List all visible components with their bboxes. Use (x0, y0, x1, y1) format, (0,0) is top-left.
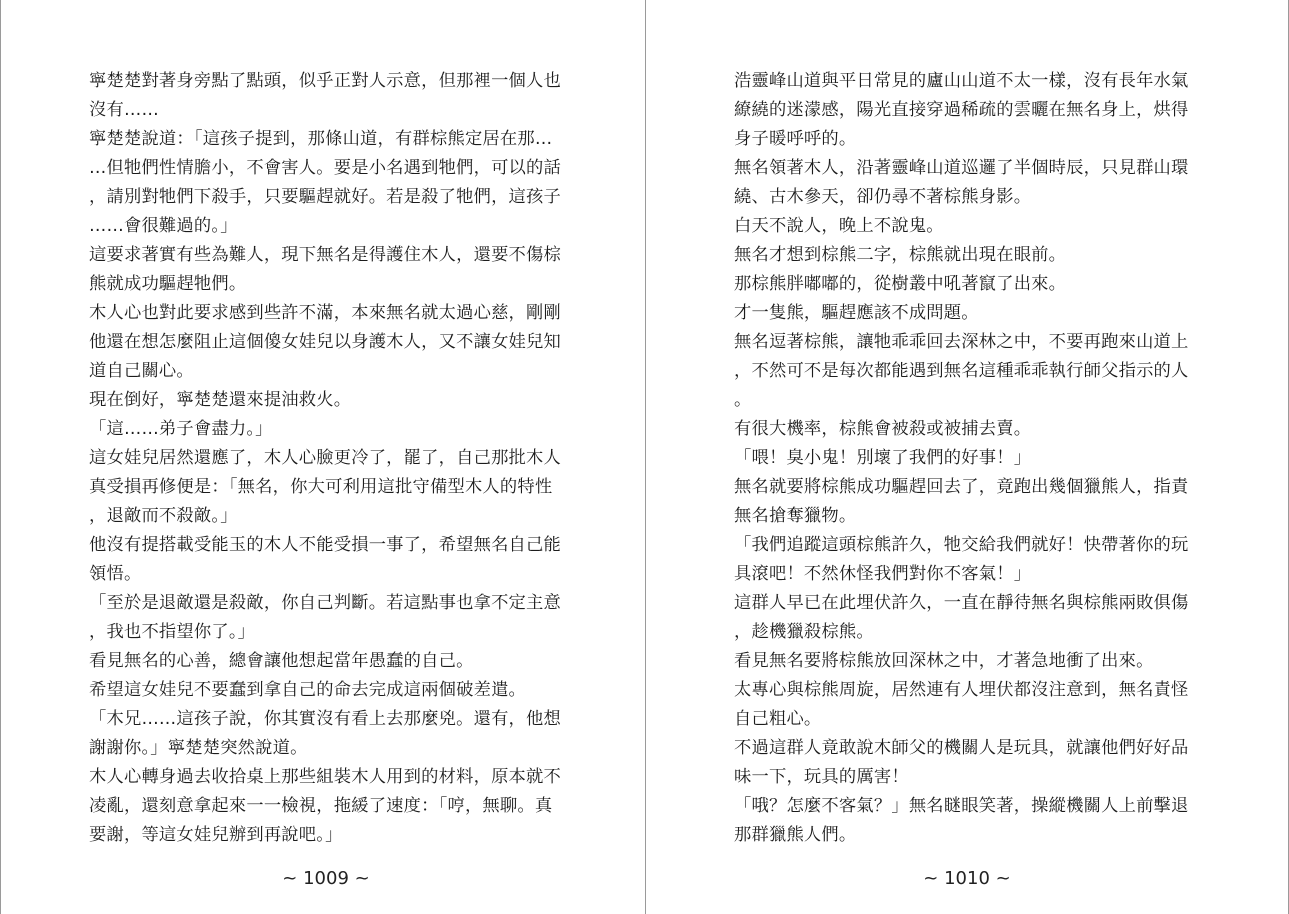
paragraph: 不過這群人竟敢說木師父的機關人是玩具，就讓他們好好品味一下，玩具的厲害！ (734, 738, 1189, 787)
paragraph: 看見無名要將棕熊放回深林之中，才著急地衝了出來。 (734, 651, 1154, 671)
paragraph: 太專心與棕熊周旋，居然連有人埋伏都沒注意到，無名責怪自己粗心。 (734, 680, 1189, 729)
paragraph: 浩靈峰山道與平日常見的廬山山道不太一樣，沒有長年水氣繚繞的迷濛感，陽光直接穿過稀疏的雲曬在無名身上，烘得身子暖呼呼的。 (734, 71, 1189, 149)
page-number: ~ 1010 ~ (923, 868, 1011, 889)
paragraph: 他沒有提搭載受能玉的木人不能受損一事了，希望無名自己能領悟。 (89, 535, 561, 584)
paragraph: 這要求著實有些為難人，現下無名是得護住木人，還要不傷棕熊就成功驅趕牠們。 (89, 245, 561, 294)
paragraph: 木人心也對此要求感到些許不滿，本來無名就太過心慈，剛剛他還在想怎麼阻止這個傻女娃兒以身護木人，又不讓女娃兒知道自己關心。 (89, 303, 561, 381)
paragraph: 木人心轉身過去收拾桌上那些組裝木人用到的材料，原本就不凌亂，還刻意拿起來一一檢視，拖緩了速度：「哼，無聊。真要謝，等這女娃兒辦到再說吧。」 (89, 767, 561, 845)
page-number: ~ 1009 ~ (282, 868, 370, 889)
paragraph: 無名才想到棕熊二字，棕熊就出現在眼前。 (734, 245, 1067, 265)
paragraph: 「至於是退敵還是殺敵，你自己判斷。若這點事也拿不定主意，我也不指望你了。」 (89, 593, 561, 642)
paragraph: 寧楚楚對著身旁點了點頭，似乎正對人示意，但那裡一個人也沒有…… (89, 71, 561, 120)
right-page-text (734, 67, 1204, 850)
left-page-text (89, 67, 563, 850)
paragraph: 無名逗著棕熊，讓牠乖乖回去深林之中，不要再跑來山道上，不然可不是每次都能遇到無名這種乖乖執行師父指示的人。 (734, 332, 1189, 410)
paragraph: 「我們追蹤這頭棕熊許久，牠交給我們就好！快帶著你的玩具滾吧！不然休怪我們對你不客氣！」 (734, 535, 1189, 584)
paragraph: 無名領著木人，沿著靈峰山道巡邏了半個時辰，只見群山環繞、古木參天，卻仍尋不著棕熊身影。 (734, 158, 1189, 207)
paragraph: 那棕熊胖嘟嘟的，從樹叢中吼著竄了出來。 (734, 274, 1067, 294)
paragraph: 「木兄……這孩子說，你其實沒有看上去那麼兇。還有，他想謝謝你。」寧楚楚突然說道。 (89, 709, 561, 758)
paragraph: 看見無名的心善，總會讓他想起當年愚蠢的自己。 (89, 651, 474, 671)
paragraph: 「哦？怎麼不客氣？」無名瞇眼笑著，操縱機關人上前擊退那群獵熊人們。 (734, 796, 1189, 845)
paragraph: 「喂！臭小鬼！別壞了我們的好事！」 (734, 448, 1032, 468)
paragraph: 這群人早已在此埋伏許久，一直在靜待無名與棕熊兩敗俱傷，趁機獵殺棕熊。 (734, 593, 1189, 642)
right-page (645, 0, 1289, 914)
paragraph: 白天不說人，晚上不說鬼。 (734, 216, 944, 236)
paragraph: 「這……弟子會盡力。」 (89, 419, 273, 439)
paragraph: 寧楚楚說道：「這孩子提到，那條山道，有群棕熊定居在那……但牠們性情膽小，不會害人。要是小名遇到牠們，可以的話，請別對牠們下殺手，只要驅趕就好。若是殺了牠們，這孩子……會很難過的。」 (89, 129, 561, 236)
paragraph: 希望這女娃兒不要蠢到拿自己的命去完成這兩個破差遣。 (89, 680, 527, 700)
paragraph: 才一隻熊，驅趕應該不成問題。 (734, 303, 979, 323)
paragraph: 有很大機率，棕熊會被殺或被捕去賣。 (734, 419, 1032, 439)
paragraph: 無名就要將棕熊成功驅趕回去了，竟跑出幾個獵熊人，指責無名搶奪獵物。 (734, 477, 1189, 526)
paragraph: 這女娃兒居然還應了，木人心臉更冷了，罷了，自己那批木人真受損再修便是：「無名，你大可利用這批守備型木人的特性，退敵而不殺敵。」 (89, 448, 561, 526)
paragraph: 現在倒好，寧楚楚還來提油救火。 (89, 390, 352, 410)
